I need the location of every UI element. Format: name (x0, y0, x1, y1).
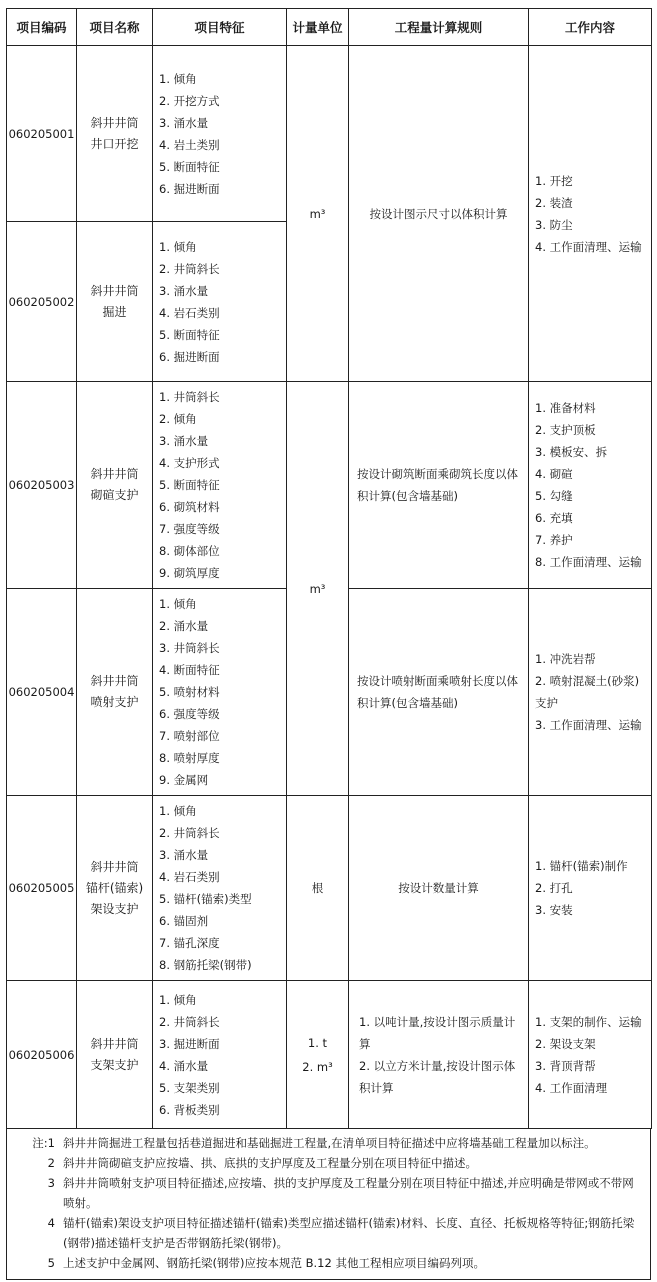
item-rule: 按设计图示尺寸以体积计算 (349, 46, 529, 382)
note-number: 3 (47, 1176, 55, 1190)
feature: 2. 涌水量 (159, 619, 209, 633)
item-rule (349, 981, 529, 1129)
item-name-line: 斜井井筒 (90, 115, 139, 130)
feature: 8. 钢筋托梁(钢带) (159, 958, 252, 972)
item-name (77, 589, 153, 796)
work-step: 5. 勾缝 (535, 489, 573, 503)
item-name-line: 支架支护 (90, 1057, 139, 1072)
item-features (153, 382, 287, 589)
feature: 2. 倾角 (159, 412, 197, 426)
feature: 6. 掘进断面 (159, 349, 220, 364)
feature: 4. 岩石类别 (159, 305, 220, 320)
item-code: 060205002 (7, 222, 77, 382)
header-name: 项目名称 (77, 9, 153, 46)
item-features (153, 46, 287, 222)
feature: 3. 涌水量 (159, 283, 209, 298)
feature: 3. 涌水量 (159, 848, 209, 862)
item-work (529, 796, 652, 981)
item-rule: 按设计数量计算 (349, 796, 529, 981)
feature: 1. 倾角 (159, 804, 197, 818)
item-unit: 根 (287, 796, 349, 981)
feature: 1. 倾角 (159, 597, 197, 611)
item-name (77, 382, 153, 589)
feature: 5. 断面特征 (159, 159, 220, 174)
item-work (529, 981, 652, 1129)
feature: 8. 砌体部位 (159, 544, 220, 558)
work-step: 1. 冲洗岩帮 (535, 652, 596, 666)
item-work (529, 382, 652, 589)
item-features (153, 222, 287, 382)
feature: 2. 井筒斜长 (159, 1014, 220, 1029)
item-unit (287, 981, 349, 1129)
item-name-line: 架设支护 (90, 901, 139, 916)
unit-option: 2. m³ (302, 1059, 333, 1074)
feature: 6. 掘进断面 (159, 181, 220, 196)
feature: 1. 倾角 (159, 992, 197, 1007)
item-name (77, 46, 153, 222)
feature: 5. 支架类别 (159, 1080, 220, 1095)
feature: 5. 喷射材料 (159, 685, 220, 699)
feature: 4. 岩土类别 (159, 137, 220, 152)
note-number: 2 (47, 1156, 55, 1170)
item-features (153, 981, 287, 1129)
spec-sheet (6, 8, 651, 1280)
item-work (529, 589, 652, 796)
item-unit: m³ (287, 382, 349, 796)
feature: 7. 锚孔深度 (159, 936, 220, 950)
header-code: 项目编码 (7, 9, 77, 46)
unit-option: 1. t (307, 1035, 328, 1050)
item-name (77, 981, 153, 1129)
header-rule: 工程量计算规则 (349, 9, 529, 46)
spec-table (6, 8, 652, 1129)
item-name-line: 井口开挖 (90, 136, 139, 151)
work-step: 8. 工作面清理、运输 (535, 555, 642, 569)
work-step: 4. 工作面清理 (535, 1080, 608, 1095)
feature: 2. 井筒斜长 (159, 261, 220, 276)
item-code: 060205001 (7, 46, 77, 222)
item-code: 060205005 (7, 796, 77, 981)
work-step: 6. 充填 (535, 511, 573, 525)
work-step: 3. 模板安、拆 (535, 445, 608, 459)
work-step: 2. 支护顶板 (535, 423, 596, 437)
work-step: 4. 砌碹 (535, 467, 573, 481)
feature: 6. 锚固剂 (159, 914, 209, 928)
item-features (153, 589, 287, 796)
table-row (7, 46, 652, 222)
feature: 2. 开挖方式 (159, 93, 220, 108)
table-row (7, 796, 652, 981)
feature: 3. 涌水量 (159, 434, 209, 448)
feature: 1. 井筒斜长 (159, 390, 220, 404)
header-work: 工作内容 (529, 9, 652, 46)
item-name-line: 砌碹支护 (90, 488, 139, 502)
feature: 5. 断面特征 (159, 327, 220, 342)
note-text: 斜井井筒砌碹支护应按墙、拱、底拱的支护厚度及工程量分别在项目特征中描述。 (63, 1156, 477, 1170)
feature: 9. 金属网 (159, 773, 209, 787)
item-features (153, 796, 287, 981)
note-text: 锚杆(锚索)架设支护项目特征描述锚杆(锚索)类型应描述锚杆(锚索)材料、长度、直径、托板规格等特征;钢筋托梁(钢带)描述锚杆支护是否带钢筋托梁(钢带)。 (63, 1216, 635, 1250)
item-name-line: 喷射支护 (90, 695, 139, 709)
feature: 2. 井筒斜长 (159, 826, 220, 840)
rule-option: 1. 以吨计量,按设计图示质量计算 (359, 1014, 516, 1051)
item-name (77, 222, 153, 382)
feature: 1. 倾角 (159, 239, 197, 254)
item-rule: 按设计砌筑断面乘砌筑长度以体积计算(包含墙基础) (349, 382, 529, 589)
note-3 (15, 1173, 642, 1213)
item-code: 060205006 (7, 981, 77, 1129)
item-unit: m³ (287, 46, 349, 382)
work-step: 3. 背顶背帮 (535, 1058, 596, 1073)
item-name-line: 斜井井筒 (90, 283, 139, 298)
work-step: 1. 开挖 (535, 173, 573, 188)
item-name-line: 掘进 (102, 304, 127, 319)
item-name (77, 796, 153, 981)
item-name-line: 斜井井筒 (90, 467, 139, 481)
item-code: 060205004 (7, 589, 77, 796)
feature: 7. 强度等级 (159, 522, 220, 536)
header-features: 项目特征 (153, 9, 287, 46)
item-name-line: 斜井井筒 (90, 859, 139, 874)
work-step: 2. 架设支架 (535, 1036, 596, 1051)
item-code: 060205003 (7, 382, 77, 589)
feature: 4. 断面特征 (159, 663, 220, 677)
feature: 4. 涌水量 (159, 1058, 209, 1073)
work-step: 3. 防尘 (535, 217, 573, 232)
feature: 3. 涌水量 (159, 115, 209, 130)
feature: 3. 掘进断面 (159, 1036, 220, 1051)
work-step: 1. 锚杆(锚索)制作 (535, 859, 628, 873)
feature: 6. 背板类别 (159, 1102, 220, 1117)
note-number: 5 (47, 1256, 55, 1270)
header-row (7, 9, 652, 46)
work-step: 1. 支架的制作、运输 (535, 1014, 642, 1029)
note-number: 注:1 (32, 1136, 55, 1150)
feature: 3. 井筒斜长 (159, 641, 220, 655)
note-4 (15, 1213, 642, 1253)
note-5 (15, 1253, 642, 1273)
work-step: 7. 养护 (535, 533, 573, 547)
work-step: 1. 准备材料 (535, 401, 596, 415)
work-step: 3. 安装 (535, 903, 573, 917)
note-text: 斜井井筒喷射支护项目特征描述,应按墙、拱的支护厚度及工程量分别在项目特征中描述,并应明确是带网或不带网喷射。 (63, 1176, 634, 1210)
item-work (529, 46, 652, 382)
feature: 7. 喷射部位 (159, 729, 220, 743)
feature: 4. 支护形式 (159, 456, 220, 470)
feature: 6. 砌筑材料 (159, 500, 220, 514)
table-row (7, 382, 652, 589)
notes-section (6, 1129, 651, 1280)
feature: 5. 锚杆(锚索)类型 (159, 892, 252, 906)
work-step: 2. 打孔 (535, 881, 573, 895)
rule-option: 2. 以立方米计量,按设计图示体积计算 (359, 1058, 516, 1095)
feature: 9. 砌筑厚度 (159, 566, 220, 580)
header-unit: 计量单位 (287, 9, 349, 46)
item-name-line: 斜井井筒 (90, 1036, 139, 1051)
note-text: 上述支护中金属网、钢筋托梁(钢带)应按本规范 B.12 其他工程相应项目编码列项。 (63, 1256, 485, 1270)
note-text: 斜井井筒掘进工程量包括巷道掘进和基础掘进工程量,在清单项目特征描述中应将墙基础工程量加以标注。 (63, 1136, 596, 1150)
feature: 1. 倾角 (159, 71, 197, 86)
item-name-line: 锚杆(锚索) (85, 880, 144, 895)
table-row (7, 981, 652, 1129)
work-step: 4. 工作面清理、运输 (535, 239, 642, 254)
feature: 5. 断面特征 (159, 478, 220, 492)
work-step: 2. 装渣 (535, 195, 573, 210)
item-rule: 按设计喷射断面乘喷射长度以体积计算(包含墙基础) (349, 589, 529, 796)
item-name-line: 斜井井筒 (90, 674, 139, 688)
feature: 6. 强度等级 (159, 707, 220, 721)
note-number: 4 (47, 1216, 55, 1230)
feature: 4. 岩石类别 (159, 870, 220, 884)
work-step: 3. 工作面清理、运输 (535, 718, 642, 732)
work-step: 2. 喷射混凝土(砂浆)支护 (535, 674, 640, 710)
note-1 (15, 1133, 642, 1153)
feature: 8. 喷射厚度 (159, 751, 220, 765)
note-2 (15, 1153, 642, 1173)
